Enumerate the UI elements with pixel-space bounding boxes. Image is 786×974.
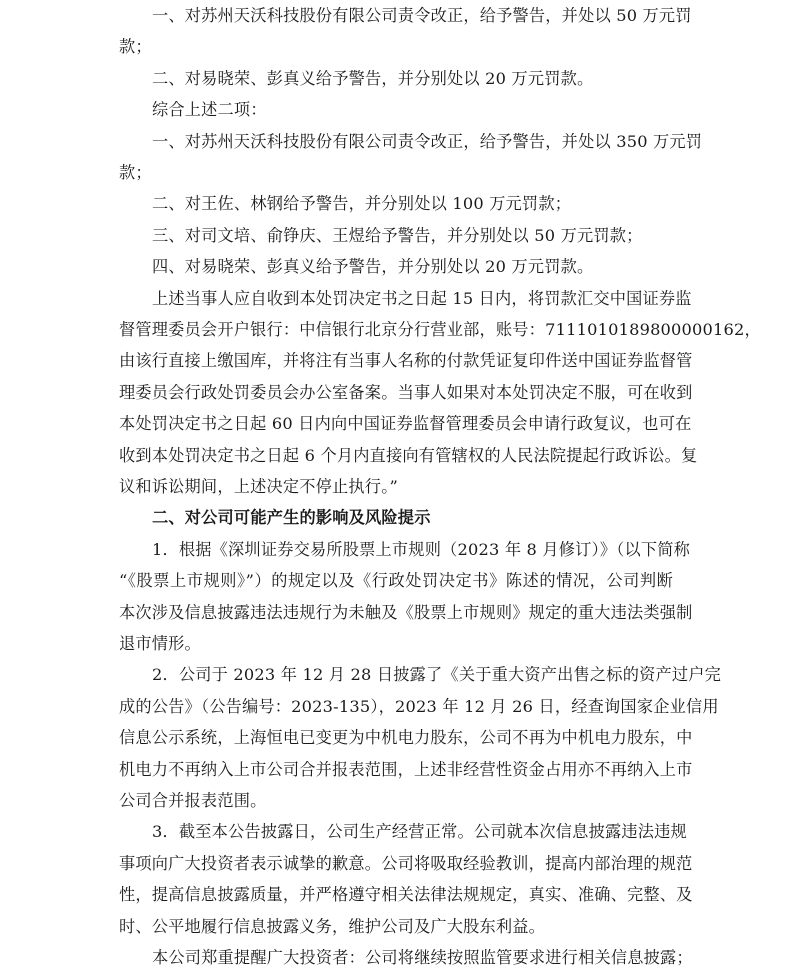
summary-item-2: 二、对王佐、林钢给予警告，并分别处以 100 万元罚款；	[152, 194, 572, 214]
summary-item-1-line-1: 一、对苏州天沃科技股份有限公司责令改正，给予警告，并处以 350 万元罚	[152, 131, 703, 151]
payment-paragraph-line-6: 收到本处罚决定书之日起 6 个月内直接向有管辖权的人民法院提起行政诉讼。复	[119, 445, 698, 465]
investor-reminder-line-1: 本公司郑重提醒广大投资者：公司将继续按照监管要求进行相关信息披露；	[152, 948, 693, 967]
payment-paragraph-line-5: 本处罚决定书之日起 60 日内向中国证券监督管理委员会申请行政复议，也可在	[119, 414, 692, 434]
impact-point-2-line-4: 机电力不再纳入上市公司合并报表范围，上述非经营性资金占用亦不再纳入上市	[119, 759, 693, 779]
impact-point-3-line-3: 性，提高信息披露质量，并严格遵守相关法律法规规定，真实、准确、完整、及	[119, 885, 693, 905]
section-heading-impact-risk: 二、对公司可能产生的影响及风险提示	[152, 508, 431, 528]
payment-paragraph-line-2: 督管理委员会开户银行：中信银行北京分行营业部，账号：7111010189800000162，	[119, 320, 761, 339]
penalty-item-1-line-2: 款；	[119, 37, 152, 57]
payment-paragraph-line-3: 由该行直接上缴国库，并将注有当事人名称的付款凭证复印件送中国证券监督管	[119, 351, 693, 371]
impact-point-1-line-2: “《股票上市规则》”）的规定以及《行政处罚决定书》陈述的情况，公司判断	[119, 571, 673, 591]
payment-paragraph-line-7: 议和诉讼期间，上述决定不停止执行。”	[119, 477, 398, 496]
summary-item-1-line-2: 款；	[119, 163, 152, 182]
impact-point-1-line-4: 退市情形。	[119, 634, 201, 653]
payment-paragraph-line-4: 理委员会行政处罚委员会办公室备案。当事人如果对本处罚决定不服，可在收到	[119, 382, 693, 402]
impact-point-2-line-2: 成的公告》（公告编号：2023-135），2023 年 12 月 26 日，经查询国家企业信用	[119, 696, 719, 716]
impact-point-2-line-1: 2．公司于 2023 年 12 月 28 日披露了《关于重大资产出售之标的资产过户完	[152, 665, 722, 685]
impact-point-1-line-1: 1．根据《深圳证券交易所股票上市规则（2023 年 8 月修订）》（以下简称	[152, 539, 691, 559]
impact-point-2-line-5: 公司合并报表范围。	[119, 791, 267, 810]
impact-point-3-line-4: 时、公平地履行信息披露义务，维护公司及广大股东利益。	[119, 916, 546, 936]
penalty-item-2: 二、对易晓荣、彭真义给予警告，并分别处以 20 万元罚款。	[152, 68, 594, 88]
impact-point-3-line-1: 3．截至本公告披露日，公司生产经营正常。公司就本次信息披露违法违规	[152, 822, 687, 842]
summary-heading: 综合上述二项：	[152, 100, 267, 120]
summary-item-3: 三、对司文培、俞铮庆、王煜给予警告，并分别处以 50 万元罚款；	[152, 225, 643, 245]
impact-point-1-line-3: 本次涉及信息披露违法违规行为未触及《股票上市规则》规定的重大违法类强制	[119, 602, 693, 622]
impact-point-2-line-3: 信息公示系统，上海恒电已变更为中机电力股东，公司不再为中机电力股东，中	[119, 728, 693, 748]
payment-paragraph-line-1: 上述当事人应自收到本处罚决定书之日起 15 日内，将罚款汇交中国证券监	[152, 288, 692, 308]
penalty-item-1-line-1: 一、对苏州天沃科技股份有限公司责令改正，给予警告，并处以 50 万元罚	[152, 6, 692, 25]
impact-point-3-line-2: 事项向广大投资者表示诚挚的歉意。公司将吸取经验教训，提高内部治理的规范	[119, 853, 693, 873]
summary-item-4: 四、对易晓荣、彭真义给予警告，并分别处以 20 万元罚款。	[152, 257, 594, 277]
